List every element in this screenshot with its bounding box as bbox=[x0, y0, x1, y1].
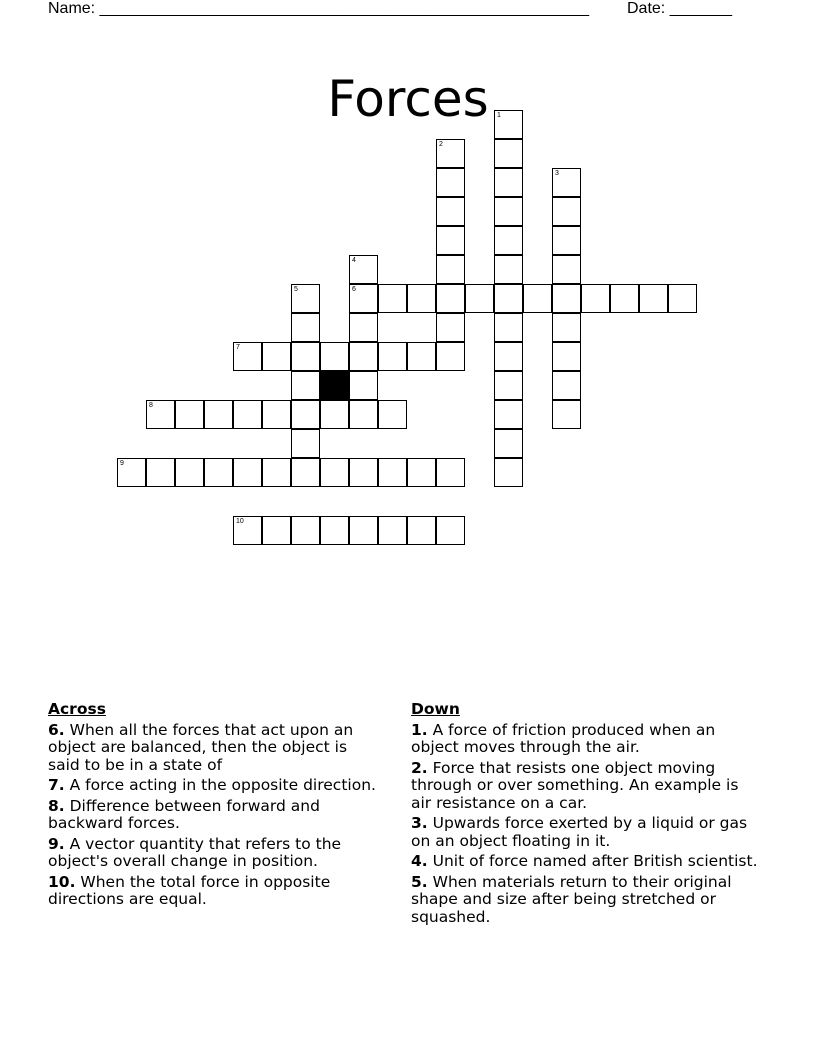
grid-cell[interactable] bbox=[407, 284, 436, 313]
page-title: Forces bbox=[327, 69, 489, 128]
down-clue-2: 2. Force that resists one object moving through or over something. An example is air resistance on a car. bbox=[411, 758, 739, 812]
grid-cell[interactable] bbox=[349, 313, 378, 342]
across-clue-9: 9. A vector quantity that refers to the object's overall change in position. bbox=[48, 834, 342, 870]
grid-cell[interactable] bbox=[552, 313, 581, 342]
grid-cell[interactable] bbox=[494, 429, 523, 458]
date-field-label: Date: _______ bbox=[627, 0, 732, 17]
down-clue-5: 5. When materials return to their original shape and size after being stretched or squashed. bbox=[411, 872, 732, 926]
name-field-label: Name: _______________________________________________________ bbox=[48, 0, 589, 17]
grid-cell[interactable] bbox=[349, 371, 378, 400]
grid-cell[interactable] bbox=[436, 284, 465, 313]
clue-number: 3 bbox=[555, 170, 559, 177]
grid-cell[interactable] bbox=[407, 342, 436, 371]
grid-cell[interactable] bbox=[610, 284, 639, 313]
clue-number: 1 bbox=[497, 112, 501, 119]
grid-cell[interactable] bbox=[552, 371, 581, 400]
across-clue-7: 7. A force acting in the opposite direction. bbox=[48, 776, 376, 794]
grid-cell[interactable] bbox=[262, 458, 291, 487]
grid-cell[interactable] bbox=[291, 429, 320, 458]
grid-cell[interactable] bbox=[146, 458, 175, 487]
grid-cell[interactable] bbox=[378, 284, 407, 313]
grid-cell[interactable] bbox=[378, 516, 407, 545]
across-clues bbox=[48, 701, 378, 912]
grid-cell[interactable] bbox=[262, 400, 291, 429]
grid-cell[interactable] bbox=[407, 458, 436, 487]
grid-cell[interactable] bbox=[378, 342, 407, 371]
grid-cell[interactable] bbox=[378, 458, 407, 487]
grid-cell[interactable] bbox=[552, 284, 581, 313]
grid-cell[interactable] bbox=[494, 342, 523, 371]
grid-cell[interactable] bbox=[349, 342, 378, 371]
clue-number: 2 bbox=[439, 141, 443, 148]
across-heading: Across bbox=[48, 700, 106, 718]
grid-cell[interactable] bbox=[262, 342, 291, 371]
grid-cell[interactable] bbox=[146, 400, 175, 429]
grid-cell[interactable] bbox=[175, 400, 204, 429]
grid-cell[interactable] bbox=[552, 400, 581, 429]
grid-cell[interactable] bbox=[291, 516, 320, 545]
clue-number: 8 bbox=[149, 402, 153, 409]
grid-cell[interactable] bbox=[436, 458, 465, 487]
grid-cell[interactable] bbox=[262, 516, 291, 545]
grid-cell[interactable] bbox=[204, 400, 233, 429]
across-clue-10: 10. When the total force in opposite directions are equal. bbox=[48, 872, 331, 908]
grid-cell[interactable] bbox=[639, 284, 668, 313]
grid-cell[interactable] bbox=[494, 400, 523, 429]
grid-cell[interactable] bbox=[233, 458, 262, 487]
grid-cell[interactable] bbox=[291, 313, 320, 342]
grid-cell[interactable] bbox=[349, 255, 378, 284]
grid-cell[interactable] bbox=[552, 226, 581, 255]
clue-number: 7 bbox=[236, 344, 240, 351]
clue-number: 10 bbox=[236, 518, 244, 525]
grid-cell[interactable] bbox=[349, 458, 378, 487]
grid-cell[interactable] bbox=[581, 284, 610, 313]
grid-cell[interactable] bbox=[436, 197, 465, 226]
grid-cell[interactable] bbox=[552, 168, 581, 197]
grid-cell[interactable] bbox=[494, 371, 523, 400]
grid-cell[interactable] bbox=[494, 139, 523, 168]
grid-cell[interactable] bbox=[436, 168, 465, 197]
grid-cell[interactable] bbox=[291, 342, 320, 371]
grid-cell[interactable] bbox=[494, 168, 523, 197]
across-clue-6: 6. When all the forces that act upon an object are balanced, then the object is said to be in a state of bbox=[48, 720, 354, 774]
across-clue-8: 8. Difference between forward and backward forces. bbox=[48, 796, 320, 832]
grid-cell[interactable] bbox=[320, 342, 349, 371]
grid-cell[interactable] bbox=[291, 284, 320, 313]
grid-cell[interactable] bbox=[436, 516, 465, 545]
grid-cell[interactable] bbox=[436, 313, 465, 342]
grid-cell[interactable] bbox=[494, 255, 523, 284]
grid-cell[interactable] bbox=[465, 284, 494, 313]
grid-cell[interactable] bbox=[552, 197, 581, 226]
down-clues bbox=[411, 701, 761, 929]
clue-number: 4 bbox=[352, 257, 356, 264]
grid-cell[interactable] bbox=[349, 516, 378, 545]
down-clue-4: 4. Unit of force named after British scientist. bbox=[411, 852, 758, 870]
grid-cell[interactable] bbox=[291, 458, 320, 487]
grid-cell[interactable] bbox=[436, 255, 465, 284]
grid-cell[interactable] bbox=[349, 400, 378, 429]
grid-cell[interactable] bbox=[117, 458, 146, 487]
grid-cell[interactable] bbox=[494, 226, 523, 255]
grid-cell[interactable] bbox=[233, 516, 262, 545]
grid-cell[interactable] bbox=[552, 342, 581, 371]
grid-cell[interactable] bbox=[349, 284, 378, 313]
grid-cell[interactable] bbox=[436, 342, 465, 371]
down-heading: Down bbox=[411, 700, 460, 718]
grid-cell[interactable] bbox=[320, 458, 349, 487]
grid-cell[interactable] bbox=[668, 284, 697, 313]
grid-cell[interactable] bbox=[291, 400, 320, 429]
grid-cell[interactable] bbox=[320, 516, 349, 545]
clue-number: 9 bbox=[120, 460, 124, 467]
grid-cell[interactable] bbox=[291, 371, 320, 400]
grid-cell[interactable] bbox=[320, 400, 349, 429]
grid-cell[interactable] bbox=[494, 197, 523, 226]
grid-cell[interactable] bbox=[407, 516, 436, 545]
grid-cell[interactable] bbox=[436, 226, 465, 255]
black-cell bbox=[320, 371, 349, 400]
grid-cell[interactable] bbox=[204, 458, 233, 487]
grid-cell[interactable] bbox=[523, 284, 552, 313]
grid-cell[interactable] bbox=[494, 284, 523, 313]
grid-cell[interactable] bbox=[552, 255, 581, 284]
down-clue-1: 1. A force of friction produced when an object moves through the air. bbox=[411, 720, 716, 756]
grid-cell[interactable] bbox=[233, 342, 262, 371]
clue-number: 6 bbox=[352, 286, 356, 293]
grid-cell[interactable] bbox=[494, 313, 523, 342]
grid-cell[interactable] bbox=[494, 458, 523, 487]
grid-cell[interactable] bbox=[378, 400, 407, 429]
grid-cell[interactable] bbox=[233, 400, 262, 429]
clue-number: 5 bbox=[294, 286, 298, 293]
down-clue-3: 3. Upwards force exerted by a liquid or gas on an object floating in it. bbox=[411, 814, 748, 850]
grid-cell[interactable] bbox=[494, 110, 523, 139]
grid-cell[interactable] bbox=[436, 139, 465, 168]
grid-cell[interactable] bbox=[175, 458, 204, 487]
